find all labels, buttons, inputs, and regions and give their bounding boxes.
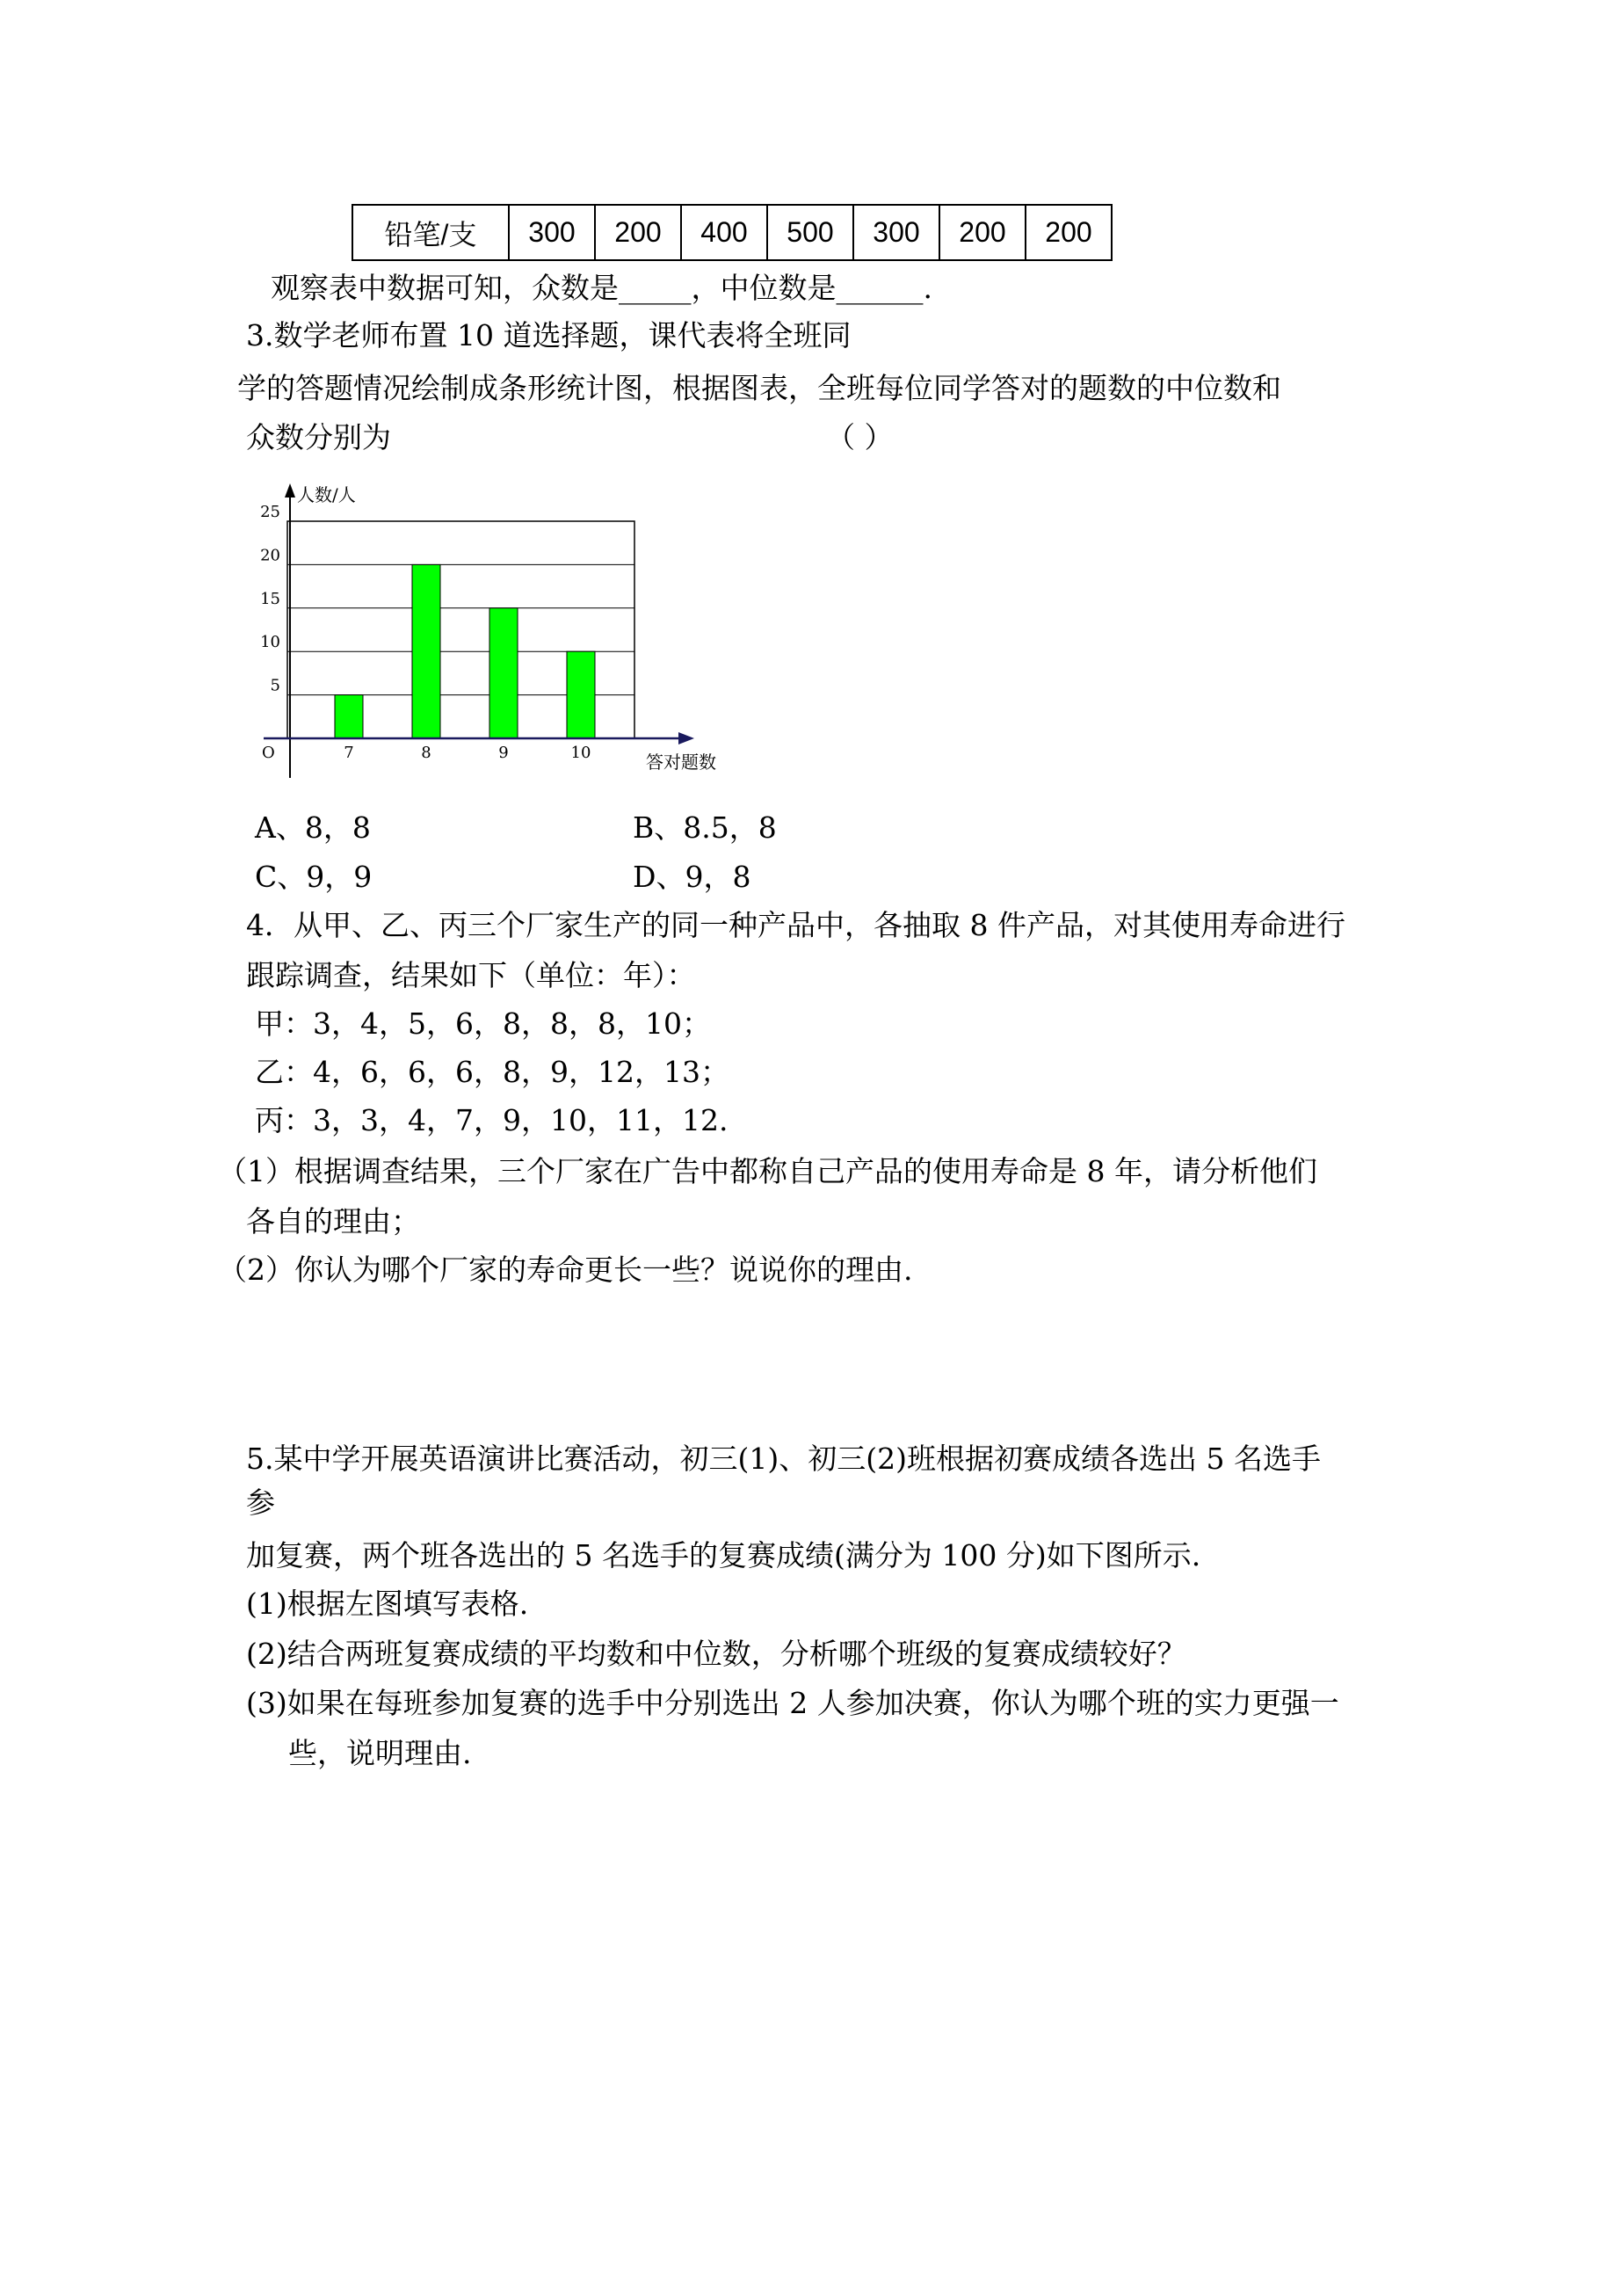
y-tick-label: 20 xyxy=(260,546,280,565)
chart-axes xyxy=(264,483,694,778)
option-a: A、8，8 xyxy=(255,810,371,845)
q5-sub2: (2)结合两班复赛成绩的平均数和中位数，分析哪个班级的复赛成绩较好？ xyxy=(246,1637,1186,1671)
bar xyxy=(567,651,595,738)
q4-line1: 4．从甲、乙、丙三个厂家生产的同一种产品中，各抽取 8 件产品，对其使用寿命进行 xyxy=(246,908,1345,942)
bar-chart xyxy=(246,475,738,782)
option-b: B、8.5，8 xyxy=(633,810,777,845)
pencil-table xyxy=(352,204,1113,261)
q5-sub1: (1)根据左图填写表格. xyxy=(246,1587,529,1621)
x-tick-label: 8 xyxy=(421,744,431,762)
bar xyxy=(489,608,518,738)
bar xyxy=(335,695,363,738)
y-axis-label: 人数/人 xyxy=(297,484,356,505)
x-axis-arrow xyxy=(678,732,694,744)
q2-answer-line: 观察表中数据可知，众数是_____，中位数是______. xyxy=(271,271,932,305)
chart-labels xyxy=(260,484,716,773)
y-tick-label: 25 xyxy=(260,503,280,521)
q4-data-yi: 乙：4，6，6，6，8，9，12，13； xyxy=(255,1055,729,1089)
origin-label: O xyxy=(262,744,275,762)
x-tick-label: 7 xyxy=(344,744,354,762)
q4-sub2: （2）你认为哪个厂家的寿命更长一些？说说你的理由. xyxy=(218,1253,913,1287)
q4-data-bing: 丙：3，3，4，7，9，10，11，12. xyxy=(255,1103,729,1137)
q4-sub1-line1: （1）根据调查结果，三个厂家在广告中都称自己产品的使用寿命是 8 年，请分析他们 xyxy=(218,1154,1317,1188)
q4-line2: 跟踪调查，结果如下（单位：年）： xyxy=(246,958,696,992)
bar xyxy=(412,564,440,738)
table-cell: 200 xyxy=(1026,205,1112,260)
y-tick-label: 5 xyxy=(270,676,280,695)
q3-line3: 众数分别为 xyxy=(246,420,391,454)
table-cell: 400 xyxy=(681,205,767,260)
table-cell: 200 xyxy=(939,205,1026,260)
y-tick-label: 10 xyxy=(260,633,280,652)
x-tick-label: 10 xyxy=(570,744,591,762)
table-cell: 300 xyxy=(509,205,595,260)
answer-paren: （ ） xyxy=(826,420,894,454)
table-header-cell: 铅笔/支 xyxy=(352,205,509,260)
table-cell: 500 xyxy=(767,205,853,260)
q4-sub1-line2: 各自的理由； xyxy=(246,1204,420,1238)
q5-line1: 5.某中学开展英语演讲比赛活动，初三(1)、初三(2)班根据初赛成绩各选出 5 名选手 xyxy=(246,1442,1321,1476)
y-axis-arrow xyxy=(285,483,295,497)
q3-line2: 学的答题情况绘制成条形统计图，根据图表，全班每位同学答对的题数的中位数和 xyxy=(237,371,1281,405)
table-row xyxy=(352,205,1112,260)
table-cell: 200 xyxy=(595,205,681,260)
q5-sub3-line1: (3)如果在每班参加复赛的选手中分别选出 2 人参加决赛，你认为哪个班的实力更强一 xyxy=(246,1686,1339,1720)
y-tick-label: 15 xyxy=(260,589,280,608)
table-cell: 300 xyxy=(853,205,939,260)
x-axis-label: 答对题数 xyxy=(646,752,716,773)
option-d: D、9，8 xyxy=(633,860,751,894)
q5-sub3-line2: 些，说明理由. xyxy=(288,1736,472,1770)
x-tick-label: 9 xyxy=(498,744,509,762)
q3-line1: 3.数学老师布置 10 道选择题，课代表将全班同 xyxy=(246,318,852,352)
q4-data-jia: 甲：3，4，5，6，8，8，8，10； xyxy=(255,1006,711,1041)
option-c: C、9，9 xyxy=(255,860,373,894)
q5-line2: 参 xyxy=(246,1485,275,1520)
q5-line3: 加复赛，两个班各选出的 5 名选手的复赛成绩(满分为 100 分)如下图所示. xyxy=(246,1538,1201,1572)
